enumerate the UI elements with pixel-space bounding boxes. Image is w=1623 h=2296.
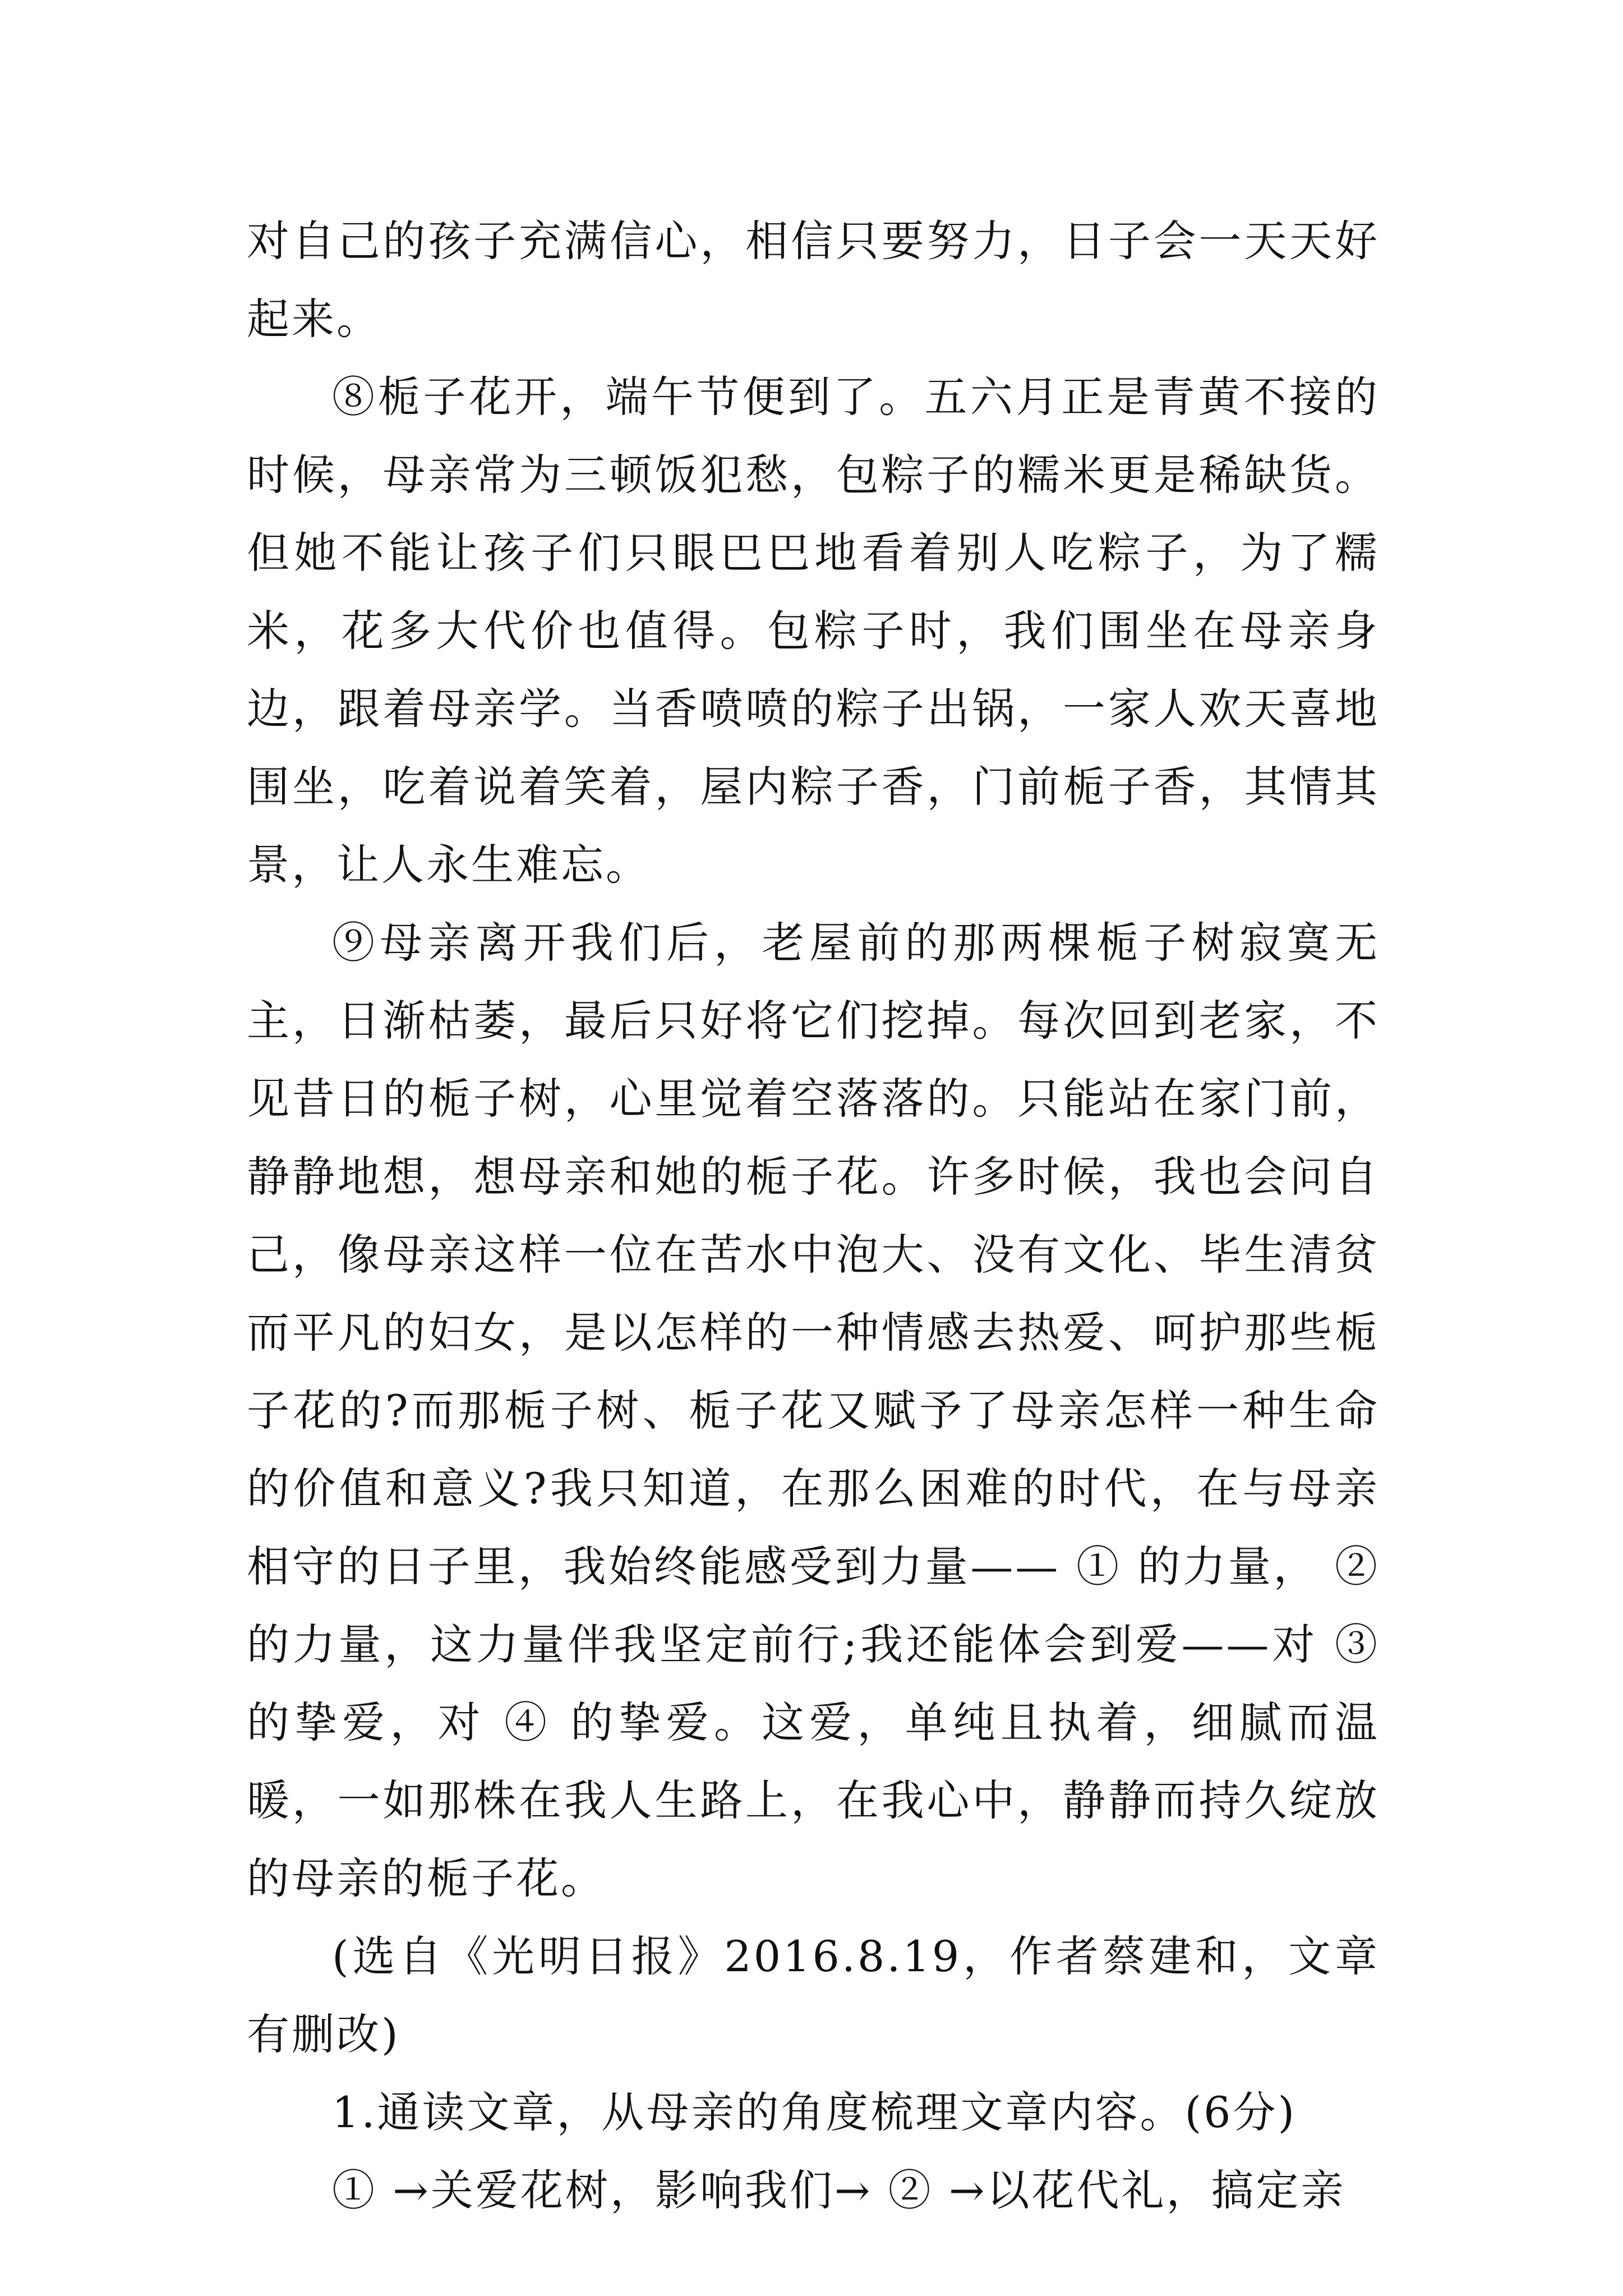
source-citation: (选自《光明日报》2016.8.19，作者蔡建和，文章有删改) xyxy=(247,1931,1380,2059)
question-1-blanks: ① →关爱花树，影响我们→ ② →以花代礼，搞定亲 xyxy=(332,2165,1346,2215)
document-page xyxy=(247,202,1380,2229)
paragraph-8: ⑧栀子花开，端午节便到了。五六月正是青黄不接的时候，母亲常为三顿饭犯愁，包粽子的糯米更是稀缺货。但她不能让孩子们只眼巴巴地看着别人吃粽子，为了糯米，花多大代价也值得。包粽子时，我们围坐在母亲身边，跟着母亲学。当香喷喷的粽子出锅，一家人欢天喜地围坐，吃着说着笑着，屋内粽子香，门前栀子香，其情其景，让人永生难忘。 xyxy=(247,372,1380,890)
paragraph-9: ⑨母亲离开我们后，老屋前的那两棵栀子树寂寞无主，日渐枯萎，最后只好将它们挖掉。每次回到老家，不见昔日的栀子树，心里觉着空落落的。只能站在家门前，静静地想，想母亲和她的栀子花。许多时候，我也会问自己，像母亲这样一位在苦水中泡大、没有文化、毕生清贫而平凡的妇女，是以怎样的一种情感去热爱、呵护那些栀子花的?而那栀子树、栀子花又赋予了母亲怎样一种生命的价值和意义?我只知道，在那么困难的时代，在与母亲相守的日子里，我始终能感受到力量—— ① 的力量， ② 的力量，这力量伴我坚定前行;我还能体会到爱——对 ③ 的挚爱，对 ④ 的挚爱。这爱，单纯且执着，细腻而温暖，一如那株在我人生路上，在我心中，静静而持久绽放的母亲的栀子花。 xyxy=(247,918,1380,1903)
question-1: 1.通读文章，从母亲的角度梳理文章内容。(6分) xyxy=(332,2087,1297,2137)
paragraph-7-continued: 对自己的孩子充满信心，相信只要努力，日子会一天天好起来。 xyxy=(247,216,1380,344)
